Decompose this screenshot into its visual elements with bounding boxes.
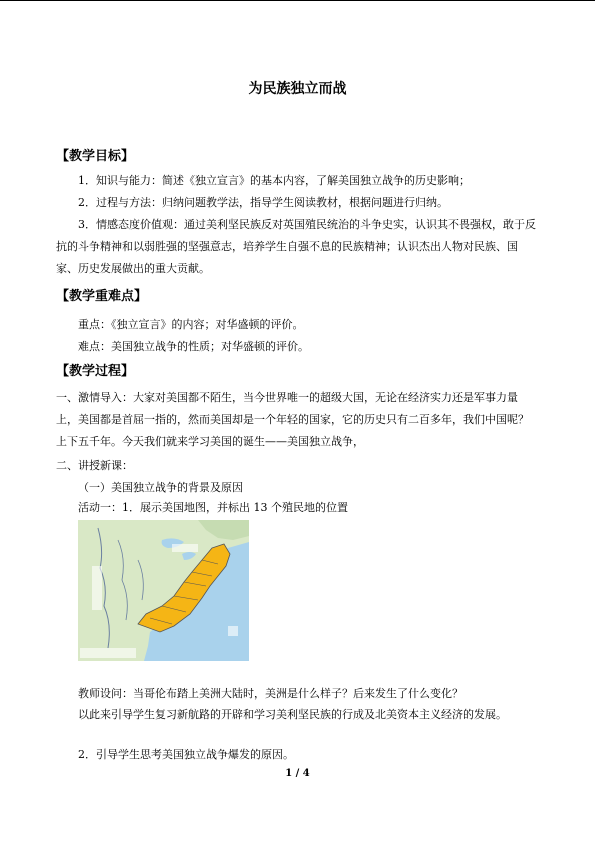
goal-item-3: 3．情感态度价值观：通过美利坚民族反对英国殖民统治的斗争史实，认识其不畏强权，敢于反抗的斗争精神和以弱胜强的坚强意志，培养学生自强不息的民族精神；认识杰出人物对民族、国家、历史发展做出的重大贡献。 bbox=[56, 218, 536, 275]
page-number: 1 / 4 bbox=[285, 768, 310, 779]
process-step-2: 2．引导学生思考美国独立战争爆发的原因。 bbox=[78, 748, 294, 761]
section-heading-process: 【教学过程】 bbox=[56, 364, 135, 379]
map-label-box bbox=[80, 648, 136, 658]
thirteen-colonies-map bbox=[78, 520, 249, 661]
process-intro: 一、激情导入：大家对美国都不陌生，当今世界唯一的超级大国，无论在经济实力还是军事力量上，美国都是首屈一指的，然而美国却是一个年轻的国家，它的历史只有二百多年，我们中国呢？上下五千年。今天我们就来学习美国的诞生——美国独立战争， bbox=[56, 391, 529, 448]
process-question: 教师设问：当哥伦布踏上美洲大陆时，美洲是什么样子？后来发生了什么变化？ bbox=[78, 687, 463, 700]
keypoint-difficult: 难点：美国独立战争的性质；对华盛顿的评价。 bbox=[78, 340, 309, 353]
process-guide: 以此来引导学生复习新航路的开辟和学习美利坚民族的行成及北美资本主义经济的发展。 bbox=[78, 708, 507, 721]
process-subsection-1: （一）美国独立战争的背景及原因 bbox=[78, 481, 243, 494]
map-label-box bbox=[172, 544, 198, 552]
top-rule bbox=[0, 0, 595, 1]
section-heading-keypoints: 【教学重难点】 bbox=[56, 289, 148, 304]
process-part2: 二、讲授新课： bbox=[56, 459, 133, 472]
map-label-box bbox=[228, 626, 238, 636]
process-activity-1: 活动一：1．展示美国地图，并标出 13 个殖民地的位置 bbox=[78, 501, 348, 514]
keypoint-important: 重点：《独立宣言》的内容；对华盛顿的评价。 bbox=[78, 318, 304, 331]
document-title: 为民族独立而战 bbox=[248, 81, 347, 97]
map-svg bbox=[78, 520, 249, 661]
goal-item-2: 2．过程与方法：归纳问题教学法，指导学生阅读教材，根据问题进行归纳。 bbox=[78, 196, 448, 209]
map-label-box bbox=[92, 566, 102, 610]
section-heading-goals: 【教学目标】 bbox=[56, 149, 135, 164]
goal-item-1: 1．知识与能力：简述《独立宣言》的基本内容，了解美国独立战争的历史影响； bbox=[78, 174, 470, 187]
